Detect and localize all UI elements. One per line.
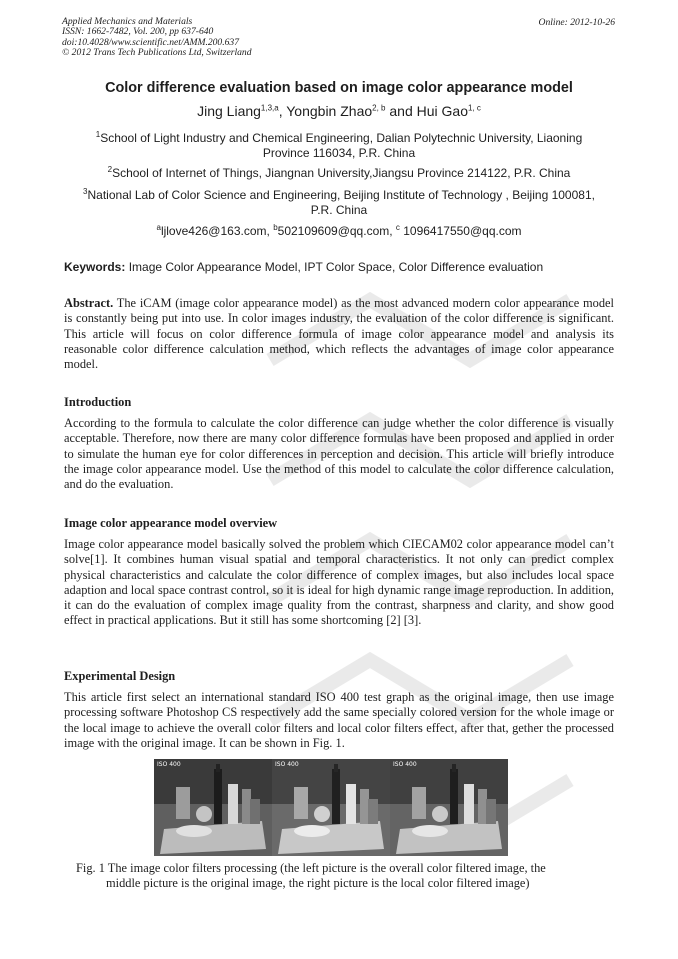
figure-panel-original	[272, 759, 390, 856]
copyright-line: © 2012 Trans Tech Publications Ltd, Switzerland	[62, 47, 252, 59]
email-list	[0, 224, 678, 238]
affiliation-number: 2	[107, 165, 113, 174]
author-name: Hui Gao	[416, 103, 468, 119]
keywords-label: Keywords:	[64, 260, 126, 274]
affiliation-3	[64, 188, 614, 218]
figure-panel-label: ISO 400	[157, 761, 181, 768]
abstract	[64, 296, 614, 372]
author-superscript: 1, c	[468, 103, 481, 113]
figure-panel-overall-filtered	[154, 759, 272, 856]
affiliation-number: 1	[95, 130, 101, 139]
author-list: Jing Liang$^{1,3,a}$, Yongbin Zhao$^{2, b}$ and Hui Gao$^{1, c}$	[197, 103, 481, 119]
figure-1	[154, 759, 508, 856]
section-heading-overview: Image color appearance model overview	[64, 516, 278, 530]
abstract-label: Abstract.	[64, 296, 114, 310]
caption-line: middle picture is the original image, the right picture is the local color filtered image)	[106, 876, 530, 891]
introduction-text: According to the formula to calculate the color difference can judge whether the color difference is visually acceptable. Therefore, now there are many color difference formulas have been proposed and applied in order to simulate the human eye for color differences in perception and decision. This article will briefly introduce the image color appearance model. Use the method of this model to calculate the color difference calculation, and do the evaluation.	[64, 416, 614, 492]
journal-header	[62, 17, 252, 59]
still-life-image	[272, 759, 390, 856]
still-life-image	[154, 759, 272, 856]
affiliation-number: 3	[83, 187, 88, 196]
figure-caption	[76, 861, 616, 892]
figure-panel-label: ISO 400	[393, 761, 417, 768]
figure-panel-local-filtered	[390, 759, 508, 856]
affiliation-text: School of Internet of Things, Jiangnan University,Jiangsu Province 214122, P.R. China	[112, 166, 571, 180]
paper-title: Color difference evaluation based on image color appearance model	[105, 80, 573, 96]
email-address: 502109609@qq.com,	[277, 224, 396, 238]
author-superscript: 1,3,a	[260, 103, 279, 113]
affiliation-text: School of Light Industry and Chemical Engineering, Dalian Polytechnic University, Liaoning	[100, 131, 583, 145]
author-superscript: 2, b	[372, 103, 386, 113]
doi-line: doi:10.4028/www.scientific.net/AMM.200.637	[62, 36, 240, 48]
online-date: Online: 2012-10-26	[538, 17, 615, 28]
still-life-image	[390, 759, 508, 856]
affiliation-text: National Lab of Color Science and Engineering, Beijing Institute of Technology , Beijing 100081,	[87, 188, 595, 202]
caption-line: Fig. 1 The image color filters processing (the left picture is the overall color filtered image, the	[76, 861, 546, 875]
overview-text: Image color appearance model basically solved the problem which CIECAM02 color appearance model can’t solve[1]. It combines human visual spatial and temporal characteristics. It not only can predict complex physical characteristics and calculate the color difference of complex images, but also includes local space adaption and local space contrast control, so it is ideal for high dynamic range image reproduction. In addition, it can do the evaluation of complex image quality from the contrast, sharpness and clarity, and show good effect in practical applications. But it still has some shortcoming [2] [3].	[64, 537, 614, 628]
keywords	[64, 260, 543, 274]
affiliation-2	[64, 166, 614, 181]
section-heading-introduction: Introduction	[64, 395, 132, 409]
affiliation-text: P.R. China	[310, 203, 368, 217]
affiliation-text: Province 116034, P.R. China	[262, 146, 416, 160]
author-conjunction: and	[385, 103, 417, 119]
email-superscript: c	[395, 223, 400, 232]
abstract-text: The iCAM (image color appearance model) as the most advanced modern color appearance model is constantly being put into use. In color images industry, the evaluation of the color difference is significant. This article will focus on color difference formula of image color appearance model and analysis its reasonable color difference calculation method, which reflects the advantages of image color appearance model.	[64, 296, 614, 372]
email-superscript: a	[156, 223, 161, 232]
email-address: 1096417550@qq.com	[399, 224, 522, 238]
keywords-text: Image Color Appearance Model, IPT Color Space, Color Difference evaluation	[125, 260, 544, 274]
issn-line: ISSN: 1662-7482, Vol. 200, pp 637-640	[62, 26, 214, 38]
figure-panel-label: ISO 400	[275, 761, 299, 768]
author-name: Jing Liang	[197, 103, 261, 119]
email-address: ljlove426@163.com,	[160, 224, 274, 238]
email-superscript: b	[273, 223, 278, 232]
journal-name: Applied Mechanics and Materials	[62, 16, 193, 27]
author-name: Yongbin Zhao	[286, 103, 373, 119]
experimental-text: This article first select an international standard ISO 400 test graph as the original image, then use image processing software Photoshop CS respectively add the same specially colored version for the whole image or the local image to achieve the overall color filters and local color filters effect, after that, gether the processed image with the original image. It can be shown in Fig. 1.	[64, 690, 614, 750]
affiliation-1	[64, 131, 614, 161]
section-heading-experimental: Experimental Design	[64, 669, 176, 683]
